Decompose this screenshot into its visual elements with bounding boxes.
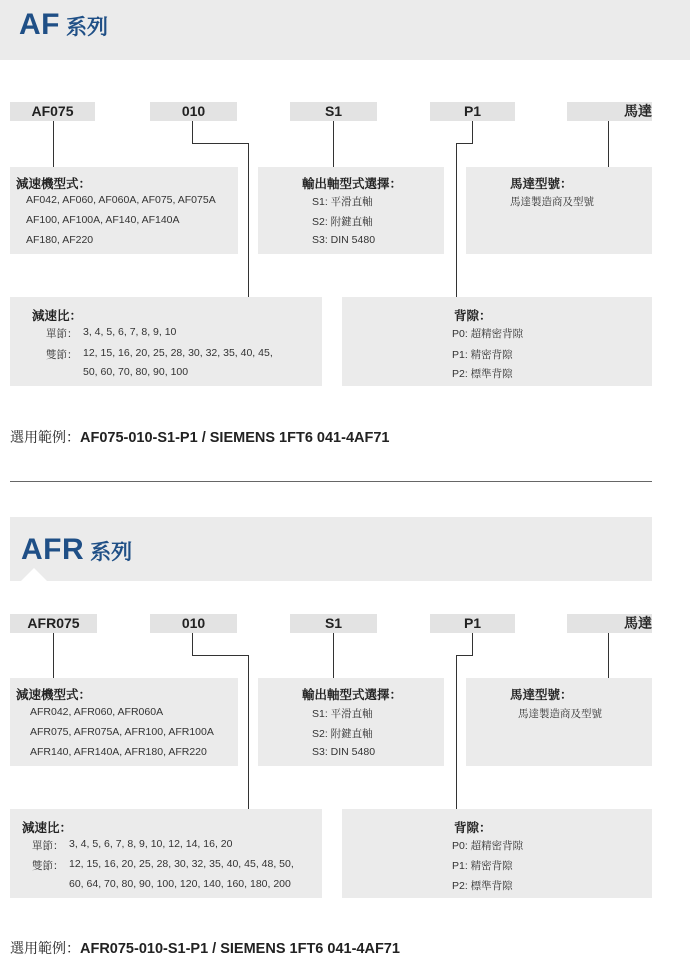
afr-gearbox-box bbox=[10, 678, 238, 766]
af-backlash-title: 背隙： bbox=[454, 309, 492, 323]
af-connector-ratio-b bbox=[192, 143, 248, 144]
afr-ratio-single-values: 3, 4, 5, 6, 7, 8, 9, 10, 12, 14, 16, 20 bbox=[69, 838, 233, 850]
afr-gearbox-title: 減速機型式： bbox=[16, 688, 92, 702]
afr-title-code: AFR bbox=[21, 533, 85, 566]
afr-example bbox=[10, 938, 400, 958]
af-gearbox-box bbox=[10, 167, 238, 254]
af-title-series: 系列 bbox=[66, 16, 108, 39]
afr-gearbox-line-2: AFR075, AFR075A, AFR100, AFR100A bbox=[30, 726, 214, 738]
afr-header-shaft: S1 bbox=[290, 614, 377, 633]
af-ratio-double-values: 12, 15, 16, 20, 25, 28, 30, 32, 35, 40, 45, bbox=[83, 347, 273, 359]
afr-gearbox-line-1: AFR042, AFR060, AFR060A bbox=[30, 706, 164, 718]
afr-shaft-line-2: S2: 附鍵直軸 bbox=[312, 728, 373, 740]
afr-ratio-double-values-cont: 60, 64, 70, 80, 90, 100, 120, 140, 160, 180, 200 bbox=[69, 878, 291, 890]
afr-connector-ratio-a bbox=[192, 633, 193, 655]
afr-connector-motor bbox=[608, 633, 609, 678]
af-connector-backlash-a bbox=[472, 121, 473, 143]
afr-gearbox-line-3: AFR140, AFR140A, AFR180, AFR220 bbox=[30, 746, 207, 758]
afr-title-series: 系列 bbox=[90, 541, 133, 564]
af-motor-title: 馬達型號： bbox=[510, 177, 573, 191]
af-example bbox=[10, 427, 389, 447]
af-shaft-line-2: S2: 附鍵直軸 bbox=[312, 216, 373, 228]
af-example-label: 選用範例： bbox=[10, 429, 80, 445]
af-connector-ratio-c bbox=[248, 143, 249, 297]
af-header-shaft: S1 bbox=[290, 102, 377, 121]
afr-ratio-single-label: 單節： bbox=[32, 840, 64, 852]
af-example-code: AF075-010-S1-P1 / SIEMENS 1FT6 041-4AF71 bbox=[80, 430, 390, 446]
af-title bbox=[19, 8, 108, 42]
af-connector-motor bbox=[608, 121, 609, 167]
af-header-ratio: 010 bbox=[150, 102, 237, 121]
afr-ratio-double-label: 雙節： bbox=[32, 860, 64, 872]
af-header-motor: 馬達 bbox=[567, 102, 652, 121]
afr-shaft-line-3: S3: DIN 5480 bbox=[312, 746, 376, 758]
afr-connector-model bbox=[53, 633, 54, 678]
af-shaft-box bbox=[258, 167, 444, 254]
afr-backlash-line-1: P0: 超精密背隙 bbox=[452, 840, 524, 852]
afr-shaft-box bbox=[258, 678, 444, 766]
afr-motor-title: 馬達型號： bbox=[510, 688, 573, 702]
af-title-code: AF bbox=[19, 8, 60, 41]
afr-connector-backlash-b bbox=[456, 655, 473, 656]
afr-title bbox=[21, 533, 132, 567]
afr-shaft-title: 輸出軸型式選擇： bbox=[302, 688, 403, 702]
af-motor-line-1: 馬達製造商及型號 bbox=[510, 196, 594, 208]
af-shaft-title: 輸出軸型式選擇： bbox=[302, 177, 403, 191]
afr-connector-ratio-c bbox=[248, 655, 249, 809]
af-connector-ratio-a bbox=[192, 121, 193, 143]
af-ratio-single-label: 單節： bbox=[46, 328, 78, 340]
af-shaft-line-3: S3: DIN 5480 bbox=[312, 234, 376, 246]
afr-example-code: AFR075-010-S1-P1 / SIEMENS 1FT6 041-4AF71 bbox=[80, 941, 400, 957]
afr-connector-ratio-b bbox=[192, 655, 248, 656]
afr-banner-notch bbox=[21, 568, 47, 581]
af-backlash-box bbox=[342, 297, 652, 386]
section-divider bbox=[10, 481, 652, 482]
af-ratio-single-values: 3, 4, 5, 6, 7, 8, 9, 10 bbox=[83, 326, 177, 338]
af-header-backlash: P1 bbox=[430, 102, 515, 121]
af-backlash-line-3: P2: 標準背隙 bbox=[452, 368, 513, 380]
afr-connector-backlash-a bbox=[472, 633, 473, 655]
afr-example-label: 選用範例： bbox=[10, 940, 80, 956]
af-ratio-double-values-cont: 50, 60, 70, 80, 90, 100 bbox=[83, 366, 189, 378]
af-ratio-box bbox=[10, 297, 322, 386]
afr-ratio-title: 減速比： bbox=[22, 821, 73, 835]
afr-backlash-title: 背隙： bbox=[454, 821, 492, 835]
af-gearbox-line-2: AF100, AF100A, AF140, AF140A bbox=[26, 214, 180, 226]
af-connector-shaft bbox=[333, 121, 334, 167]
afr-header-model: AFR075 bbox=[10, 614, 97, 633]
af-motor-box bbox=[466, 167, 652, 254]
af-connector-backlash-c bbox=[456, 143, 457, 297]
af-backlash-line-1: P0: 超精密背隙 bbox=[452, 328, 524, 340]
af-connector-backlash-b bbox=[456, 143, 473, 144]
afr-ratio-box bbox=[10, 809, 322, 898]
afr-connector-backlash-c bbox=[456, 655, 457, 809]
af-ratio-title: 減速比： bbox=[32, 309, 83, 323]
afr-backlash-line-2: P1: 精密背隙 bbox=[452, 860, 513, 872]
afr-shaft-line-1: S1: 平滑直軸 bbox=[312, 708, 373, 720]
af-shaft-line-1: S1: 平滑直軸 bbox=[312, 196, 373, 208]
afr-ratio-double-values: 12, 15, 16, 20, 25, 28, 30, 32, 35, 40, 45, 48, 50, bbox=[69, 858, 294, 870]
af-gearbox-line-1: AF042, AF060, AF060A, AF075, AF075A bbox=[26, 194, 216, 206]
af-header-model: AF075 bbox=[10, 102, 95, 121]
afr-connector-shaft bbox=[333, 633, 334, 678]
afr-header-backlash: P1 bbox=[430, 614, 515, 633]
afr-backlash-line-3: P2: 標準背隙 bbox=[452, 880, 513, 892]
af-ratio-double-label: 雙節： bbox=[46, 349, 78, 361]
afr-motor-line-1: 馬達製造商及型號 bbox=[518, 708, 602, 720]
af-gearbox-title: 減速機型式： bbox=[16, 177, 92, 191]
af-connector-model bbox=[53, 121, 54, 167]
afr-header-ratio: 010 bbox=[150, 614, 237, 633]
afr-motor-box bbox=[466, 678, 652, 766]
afr-backlash-box bbox=[342, 809, 652, 898]
af-backlash-line-2: P1: 精密背隙 bbox=[452, 349, 513, 361]
afr-header-motor: 馬達 bbox=[567, 614, 652, 633]
af-gearbox-line-3: AF180, AF220 bbox=[26, 234, 94, 246]
